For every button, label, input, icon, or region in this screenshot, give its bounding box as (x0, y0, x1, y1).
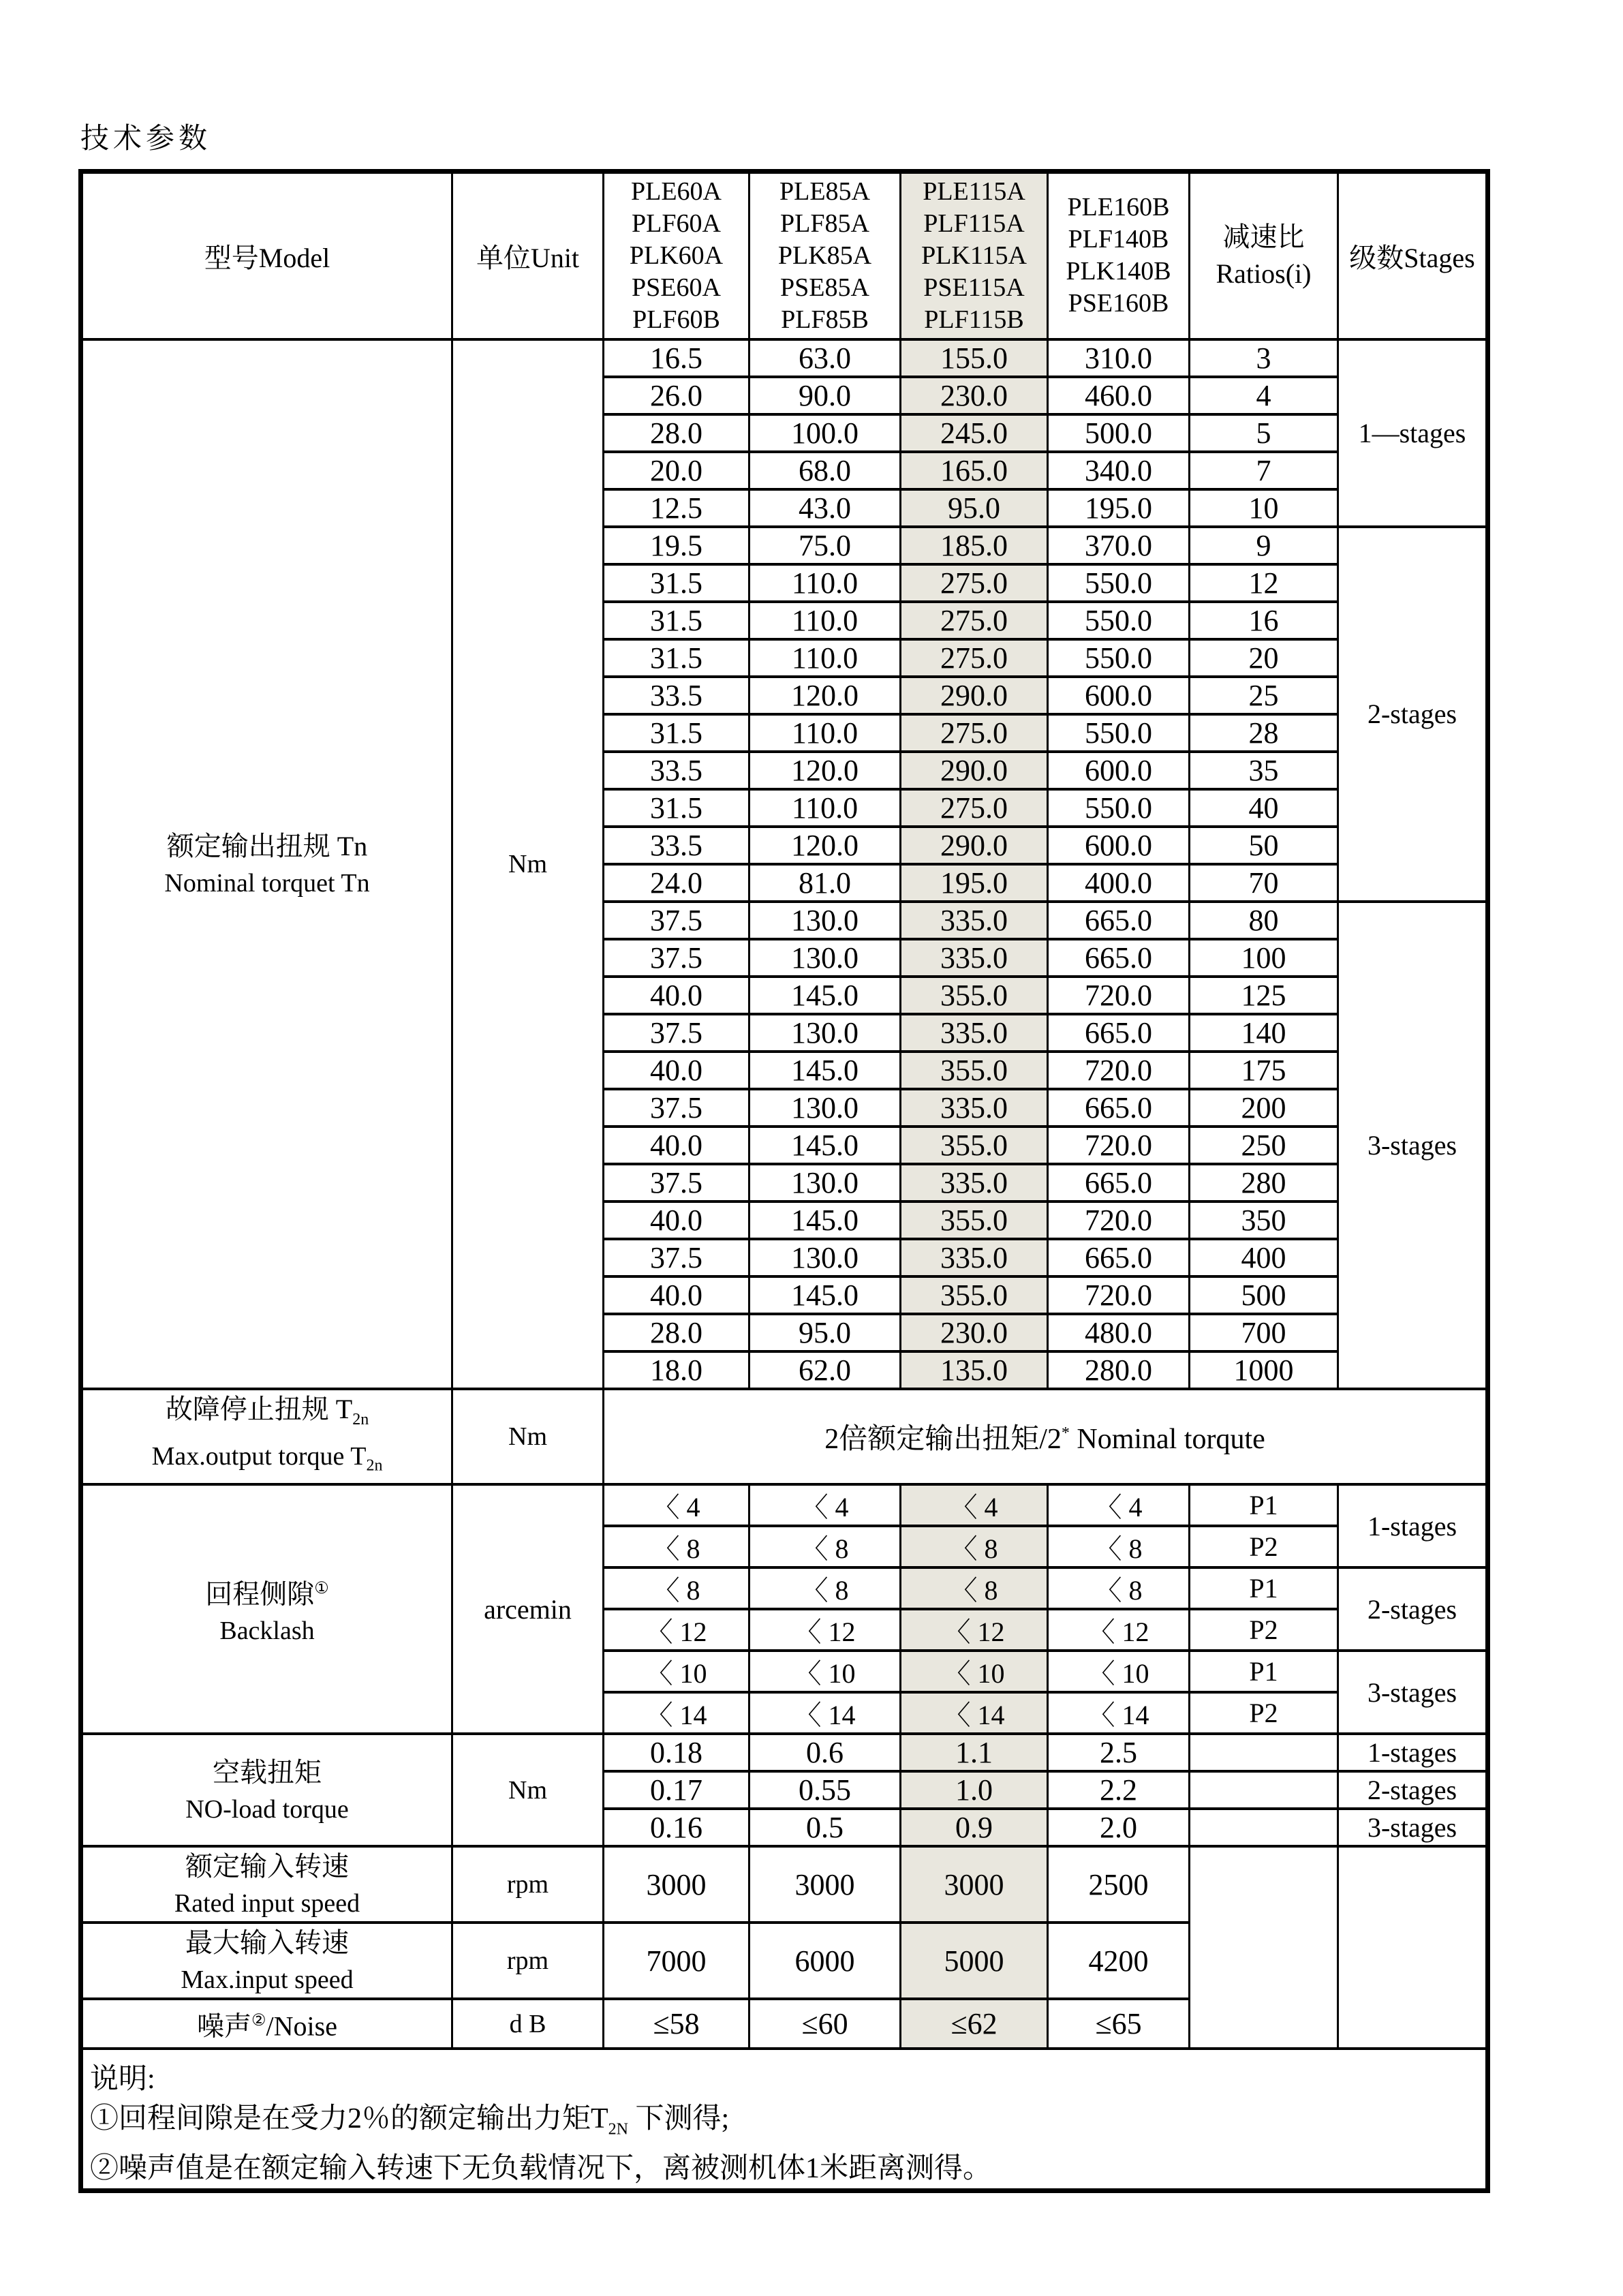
torque-value: 600.0 (1048, 677, 1190, 714)
backlash-value: 〈 14 (1048, 1692, 1190, 1734)
torque-value: 335.0 (901, 939, 1048, 977)
torque-value: 31.5 (604, 714, 749, 752)
model-name: PLK115A (921, 241, 1027, 270)
stage-label: 1—stages (1338, 339, 1488, 527)
model-name: PLK140B (1066, 257, 1171, 286)
model-name: PLF85B (781, 305, 869, 334)
torque-value: 290.0 (901, 677, 1048, 714)
precision-class-value: P1 (1190, 1484, 1338, 1526)
ratios-label-en: Ratios(i) (1216, 258, 1312, 290)
torque-value: 340.0 (1048, 452, 1190, 489)
no-load-value: 0.16 (604, 1809, 749, 1846)
backlash-value: 〈 8 (604, 1526, 749, 1567)
torque-value: 550.0 (1048, 639, 1190, 677)
backlash-row (81, 1484, 1488, 1526)
rated-speed-label (81, 1846, 452, 1923)
torque-value: 40.0 (604, 1052, 749, 1089)
ratio-value: 80 (1190, 902, 1338, 939)
ratio-value: 70 (1190, 864, 1338, 902)
ratio-value: 200 (1190, 1089, 1338, 1127)
torque-value: 665.0 (1048, 1089, 1190, 1127)
header-unit: 单位Unit (452, 172, 604, 339)
backlash-value: 〈 4 (604, 1484, 749, 1526)
model-name: PSE85A (780, 273, 869, 302)
rated-speed-unit: rpm (452, 1846, 604, 1923)
torque-value: 550.0 (1048, 714, 1190, 752)
torque-value: 37.5 (604, 1089, 749, 1127)
max-speed-unit: rpm (452, 1923, 604, 1999)
torque-value: 12.5 (604, 489, 749, 527)
torque-value: 665.0 (1048, 1164, 1190, 1201)
no-load-value: 2.2 (1048, 1771, 1190, 1809)
max-output-label (81, 1389, 452, 1485)
ratio-value: 5 (1190, 414, 1338, 452)
torque-value: 31.5 (604, 639, 749, 677)
torque-value: 275.0 (901, 789, 1048, 827)
torque-value: 31.5 (604, 564, 749, 602)
torque-value: 185.0 (901, 527, 1048, 564)
noise-value: ≤62 (901, 1999, 1048, 2049)
max-output-label-en: Max.output torque $T_{2n}$ (151, 1441, 383, 1475)
torque-value: 130.0 (749, 1014, 901, 1052)
backlash-unit: arcemin (452, 1484, 604, 1734)
no-load-value: 1.1 (901, 1734, 1048, 1771)
max-output-torque-row (81, 1389, 1488, 1485)
header-stages: 级数Stages (1338, 172, 1488, 339)
torque-value: 275.0 (901, 564, 1048, 602)
torque-value: 335.0 (901, 1164, 1048, 1201)
torque-value: 165.0 (901, 452, 1048, 489)
torque-value: 550.0 (1048, 602, 1190, 639)
stage-label: 3-stages (1338, 1809, 1488, 1846)
empty-ratio-cell (1190, 1771, 1338, 1809)
backlash-value: 〈 4 (1048, 1484, 1190, 1526)
ratio-value: 700 (1190, 1314, 1338, 1351)
model-name: PLF60A (632, 209, 721, 238)
header-row (81, 172, 1488, 339)
backlash-value: 〈 10 (1048, 1651, 1190, 1692)
model-name: PLE85A (779, 177, 870, 206)
torque-value: 37.5 (604, 1164, 749, 1201)
torque-value: 480.0 (1048, 1314, 1190, 1351)
torque-value: 28.0 (604, 414, 749, 452)
stage-label: 2-stages (1338, 1567, 1488, 1651)
torque-value: 110.0 (749, 789, 901, 827)
ratio-value: 4 (1190, 377, 1338, 414)
superscript-circle1: ① (314, 1579, 329, 1597)
torque-value: 62.0 (749, 1351, 901, 1389)
noise-value: ≤58 (604, 1999, 749, 2049)
rated-speed-value: 3000 (604, 1846, 749, 1923)
torque-unit: Nm (452, 339, 604, 1389)
precision-class-value: P2 (1190, 1609, 1338, 1651)
torque-value: 460.0 (1048, 377, 1190, 414)
ratio-value: 35 (1190, 752, 1338, 789)
subscript: 2n (352, 1410, 369, 1428)
torque-value: 33.5 (604, 827, 749, 864)
torque-value: 370.0 (1048, 527, 1190, 564)
torque-value: 120.0 (749, 827, 901, 864)
backlash-value: 〈 12 (901, 1609, 1048, 1651)
header-model-group-115 (901, 172, 1048, 339)
note-backlash: ①回程间隙是在受力2％的额定输出力矩$T_{2N}$ 下测得; (90, 2103, 730, 2139)
torque-value: 230.0 (901, 377, 1048, 414)
ratio-value: 12 (1190, 564, 1338, 602)
torque-value: 75.0 (749, 527, 901, 564)
model-name: PSE160B (1068, 289, 1169, 318)
ratio-value: 100 (1190, 939, 1338, 977)
ratio-value: 7 (1190, 452, 1338, 489)
torque-value: 355.0 (901, 1052, 1048, 1089)
backlash-value: 〈 8 (1048, 1526, 1190, 1567)
torque-value: 81.0 (749, 864, 901, 902)
ratio-value: 50 (1190, 827, 1338, 864)
model-name: PLF115A (923, 209, 1025, 238)
torque-value: 335.0 (901, 1089, 1048, 1127)
torque-value: 33.5 (604, 752, 749, 789)
torque-value: 40.0 (604, 1276, 749, 1314)
ratio-value: 350 (1190, 1201, 1338, 1239)
torque-value: 130.0 (749, 939, 901, 977)
model-name: PLK85A (777, 241, 872, 270)
rated-speed-value: 3000 (749, 1846, 901, 1923)
noise-value: ≤65 (1048, 1999, 1190, 2049)
ratio-value: 3 (1190, 339, 1338, 377)
superscript-circle2: ② (251, 2012, 266, 2030)
backlash-label-en: Backlash (219, 1617, 315, 1646)
torque-value: 37.5 (604, 902, 749, 939)
no-load-value: 0.55 (749, 1771, 901, 1809)
noise-label (81, 1999, 452, 2049)
model-name: PLF140B (1068, 225, 1169, 254)
torque-value: 31.5 (604, 602, 749, 639)
torque-value: 145.0 (749, 1276, 901, 1314)
backlash-value: 〈 8 (749, 1567, 901, 1609)
torque-value: 155.0 (901, 339, 1048, 377)
ratio-value: 280 (1190, 1164, 1338, 1201)
no-load-label-cn: 空载扭矩 (213, 1756, 322, 1788)
torque-value: 355.0 (901, 1276, 1048, 1314)
backlash-label (81, 1484, 452, 1734)
backlash-value: 〈 10 (604, 1651, 749, 1692)
backlash-value: 〈 8 (901, 1567, 1048, 1609)
no-load-label (81, 1734, 452, 1846)
no-load-value: 0.18 (604, 1734, 749, 1771)
model-name: PLF115B (924, 305, 1024, 334)
noise-unit: d B (452, 1999, 604, 2049)
torque-value: 33.5 (604, 677, 749, 714)
torque-value: 275.0 (901, 602, 1048, 639)
backlash-value: 〈 8 (749, 1526, 901, 1567)
torque-value: 110.0 (749, 639, 901, 677)
torque-value: 110.0 (749, 564, 901, 602)
ratio-value: 10 (1190, 489, 1338, 527)
backlash-value: 〈 12 (604, 1609, 749, 1651)
torque-value: 145.0 (749, 1052, 901, 1089)
torque-value: 665.0 (1048, 939, 1190, 977)
backlash-value: 〈 8 (604, 1567, 749, 1609)
torque-value: 335.0 (901, 902, 1048, 939)
ratio-value: 20 (1190, 639, 1338, 677)
no-load-unit: Nm (452, 1734, 604, 1846)
superscript-asterisk: * (1061, 1424, 1070, 1442)
note-noise: ②噪声值是在额定输入转速下无负载情况下，离被测机体1米距离测得。 (90, 2153, 992, 2185)
torque-value: 63.0 (749, 339, 901, 377)
torque-value: 40.0 (604, 977, 749, 1014)
rated-speed-label-en: Rated input speed (174, 1889, 360, 1918)
subscript: 2n (366, 1456, 383, 1475)
ratio-value: 28 (1190, 714, 1338, 752)
ratio-value: 250 (1190, 1127, 1338, 1164)
torque-value: 335.0 (901, 1239, 1048, 1276)
ratio-value: 400 (1190, 1239, 1338, 1276)
noise-value: ≤60 (749, 1999, 901, 2049)
model-name: PLE160B (1067, 193, 1170, 222)
max-output-unit: Nm (452, 1389, 604, 1485)
no-load-label-en: NO-load torque (185, 1794, 349, 1824)
ratio-value: 1000 (1190, 1351, 1338, 1389)
torque-value: 90.0 (749, 377, 901, 414)
torque-value: 600.0 (1048, 752, 1190, 789)
torque-value: 720.0 (1048, 1201, 1190, 1239)
notes-title: 说明: (90, 2064, 155, 2096)
header-model-group-60 (604, 172, 749, 339)
max-output-label-cn: 故障停止扭规 $T_{2n}$ (165, 1393, 369, 1428)
stage-label: 2-stages (1338, 527, 1488, 902)
precision-class-value: P1 (1190, 1567, 1338, 1609)
rated-speed-label-cn: 额定输入转速 (185, 1851, 349, 1882)
model-name: PSE115A (923, 273, 1025, 302)
backlash-value: 〈 4 (749, 1484, 901, 1526)
ratio-value: 9 (1190, 527, 1338, 564)
torque-value: 43.0 (749, 489, 901, 527)
torque-value: 230.0 (901, 1314, 1048, 1351)
torque-value: 355.0 (901, 1201, 1048, 1239)
torque-value: 145.0 (749, 1201, 901, 1239)
torque-value: 720.0 (1048, 1276, 1190, 1314)
torque-value: 280.0 (1048, 1351, 1190, 1389)
torque-value: 335.0 (901, 1014, 1048, 1052)
header-model: 型号Model (81, 172, 452, 339)
torque-value: 130.0 (749, 1239, 901, 1276)
torque-value: 355.0 (901, 977, 1048, 1014)
ratio-value: 40 (1190, 789, 1338, 827)
ratios-label-cn: 减速比 (1222, 221, 1305, 253)
torque-value: 195.0 (1048, 489, 1190, 527)
max-output-value: 2倍额定输出扭矩/2* Nominal torqute (604, 1389, 1488, 1485)
torque-value: 355.0 (901, 1127, 1048, 1164)
torque-value: 28.0 (604, 1314, 749, 1351)
torque-value: 720.0 (1048, 1052, 1190, 1089)
no-load-torque-row (81, 1734, 1488, 1771)
torque-label-en: Nominal torquet Tn (164, 868, 370, 898)
torque-value: 135.0 (901, 1351, 1048, 1389)
stage-label: 1-stages (1338, 1484, 1488, 1567)
precision-class-value: P2 (1190, 1526, 1338, 1567)
precision-class-value: P1 (1190, 1651, 1338, 1692)
ratio-value: 175 (1190, 1052, 1338, 1089)
torque-value: 18.0 (604, 1351, 749, 1389)
torque-value: 130.0 (749, 1164, 901, 1201)
torque-value: 26.0 (604, 377, 749, 414)
no-load-value: 0.9 (901, 1809, 1048, 1846)
no-load-value: 2.5 (1048, 1734, 1190, 1771)
backlash-value: 〈 14 (749, 1692, 901, 1734)
torque-value: 195.0 (901, 864, 1048, 902)
backlash-value: 〈 14 (604, 1692, 749, 1734)
model-name: PSE60A (632, 273, 721, 302)
torque-value: 110.0 (749, 602, 901, 639)
torque-value: 145.0 (749, 977, 901, 1014)
torque-value: 665.0 (1048, 902, 1190, 939)
no-load-value: 1.0 (901, 1771, 1048, 1809)
no-load-value: 0.17 (604, 1771, 749, 1809)
no-load-value: 0.5 (749, 1809, 901, 1846)
backlash-value: 〈 10 (901, 1651, 1048, 1692)
torque-value: 95.0 (749, 1314, 901, 1351)
header-ratios (1190, 172, 1338, 339)
max-speed-value: 7000 (604, 1923, 749, 1999)
torque-value: 720.0 (1048, 1127, 1190, 1164)
backlash-value: 〈 10 (749, 1651, 901, 1692)
empty-ratio-cell (1190, 1846, 1338, 2049)
torque-value: 31.5 (604, 789, 749, 827)
max-speed-label (81, 1923, 452, 1999)
max-speed-label-cn: 最大输入转速 (185, 1927, 349, 1959)
torque-value: 275.0 (901, 639, 1048, 677)
torque-value: 290.0 (901, 827, 1048, 864)
torque-value: 310.0 (1048, 339, 1190, 377)
ratio-value: 125 (1190, 977, 1338, 1014)
torque-value: 550.0 (1048, 564, 1190, 602)
torque-value: 40.0 (604, 1201, 749, 1239)
max-speed-value: 4200 (1048, 1923, 1190, 1999)
page-title: 技术参数 (80, 123, 212, 155)
subscript: 2N (608, 2120, 629, 2139)
model-name: PLE115A (923, 177, 1025, 206)
model-name: PLF85A (780, 209, 869, 238)
precision-class-value: P2 (1190, 1692, 1338, 1734)
torque-value: 37.5 (604, 1014, 749, 1052)
backlash-value: 〈 8 (901, 1526, 1048, 1567)
model-name: PLE60A (631, 177, 722, 206)
empty-stages-cell (1338, 1846, 1488, 2049)
empty-ratio-cell (1190, 1809, 1338, 1846)
torque-value: 550.0 (1048, 789, 1190, 827)
torque-value: 19.5 (604, 527, 749, 564)
backlash-label-cn (83, 1570, 451, 1613)
torque-value: 600.0 (1048, 827, 1190, 864)
stage-label: 1-stages (1338, 1734, 1488, 1771)
max-speed-value: 5000 (901, 1923, 1048, 1999)
torque-value: 68.0 (749, 452, 901, 489)
backlash-value: 〈 14 (901, 1692, 1048, 1734)
torque-value: 120.0 (749, 677, 901, 714)
torque-label-cn: 额定输出扭规 Tn (166, 830, 368, 861)
torque-value: 290.0 (901, 752, 1048, 789)
no-load-value: 0.6 (749, 1734, 901, 1771)
torque-value: 720.0 (1048, 977, 1190, 1014)
backlash-label-cn-text: 回程侧隙 (205, 1578, 315, 1610)
torque-value: 95.0 (901, 489, 1048, 527)
torque-value: 24.0 (604, 864, 749, 902)
torque-value: 130.0 (749, 902, 901, 939)
ratio-value: 25 (1190, 677, 1338, 714)
backlash-value: 〈 4 (901, 1484, 1048, 1526)
torque-value: 245.0 (901, 414, 1048, 452)
model-name: PLF60B (632, 305, 720, 334)
backlash-value: 〈 8 (1048, 1567, 1190, 1609)
torque-value: 110.0 (749, 714, 901, 752)
rated-input-speed-row (81, 1846, 1488, 1923)
notes-cell (81, 2049, 1488, 2191)
torque-value: 130.0 (749, 1089, 901, 1127)
max-speed-label-en: Max.input speed (181, 1965, 354, 1995)
torque-value: 400.0 (1048, 864, 1190, 902)
torque-value: 500.0 (1048, 414, 1190, 452)
torque-value: 20.0 (604, 452, 749, 489)
torque-value: 665.0 (1048, 1239, 1190, 1276)
torque-value: 37.5 (604, 939, 749, 977)
torque-value: 40.0 (604, 1127, 749, 1164)
spec-table (78, 169, 1490, 2193)
noise-label-line: 噪声②/Noise (197, 2010, 337, 2042)
notes-row (81, 2049, 1488, 2191)
torque-label (81, 339, 452, 1389)
model-name: PLK60A (629, 241, 724, 270)
empty-ratio-cell (1190, 1734, 1338, 1771)
torque-value: 275.0 (901, 714, 1048, 752)
stage-label: 2-stages (1338, 1771, 1488, 1809)
backlash-value: 〈 12 (1048, 1609, 1190, 1651)
rated-speed-value: 2500 (1048, 1846, 1190, 1923)
stage-label: 3-stages (1338, 902, 1488, 1389)
ratio-value: 140 (1190, 1014, 1338, 1052)
ratio-value: 16 (1190, 602, 1338, 639)
torque-value: 16.5 (604, 339, 749, 377)
header-model-group-85 (749, 172, 901, 339)
no-load-value: 2.0 (1048, 1809, 1190, 1846)
ratio-value: 500 (1190, 1276, 1338, 1314)
torque-value: 37.5 (604, 1239, 749, 1276)
stage-label: 3-stages (1338, 1651, 1488, 1734)
rated-speed-value: 3000 (901, 1846, 1048, 1923)
max-speed-value: 6000 (749, 1923, 901, 1999)
backlash-value: 〈 12 (749, 1609, 901, 1651)
torque-value: 120.0 (749, 752, 901, 789)
header-model-group-160 (1048, 172, 1190, 339)
torque-value: 665.0 (1048, 1014, 1190, 1052)
torque-value: 100.0 (749, 414, 901, 452)
torque-row (81, 339, 1488, 377)
torque-value: 145.0 (749, 1127, 901, 1164)
